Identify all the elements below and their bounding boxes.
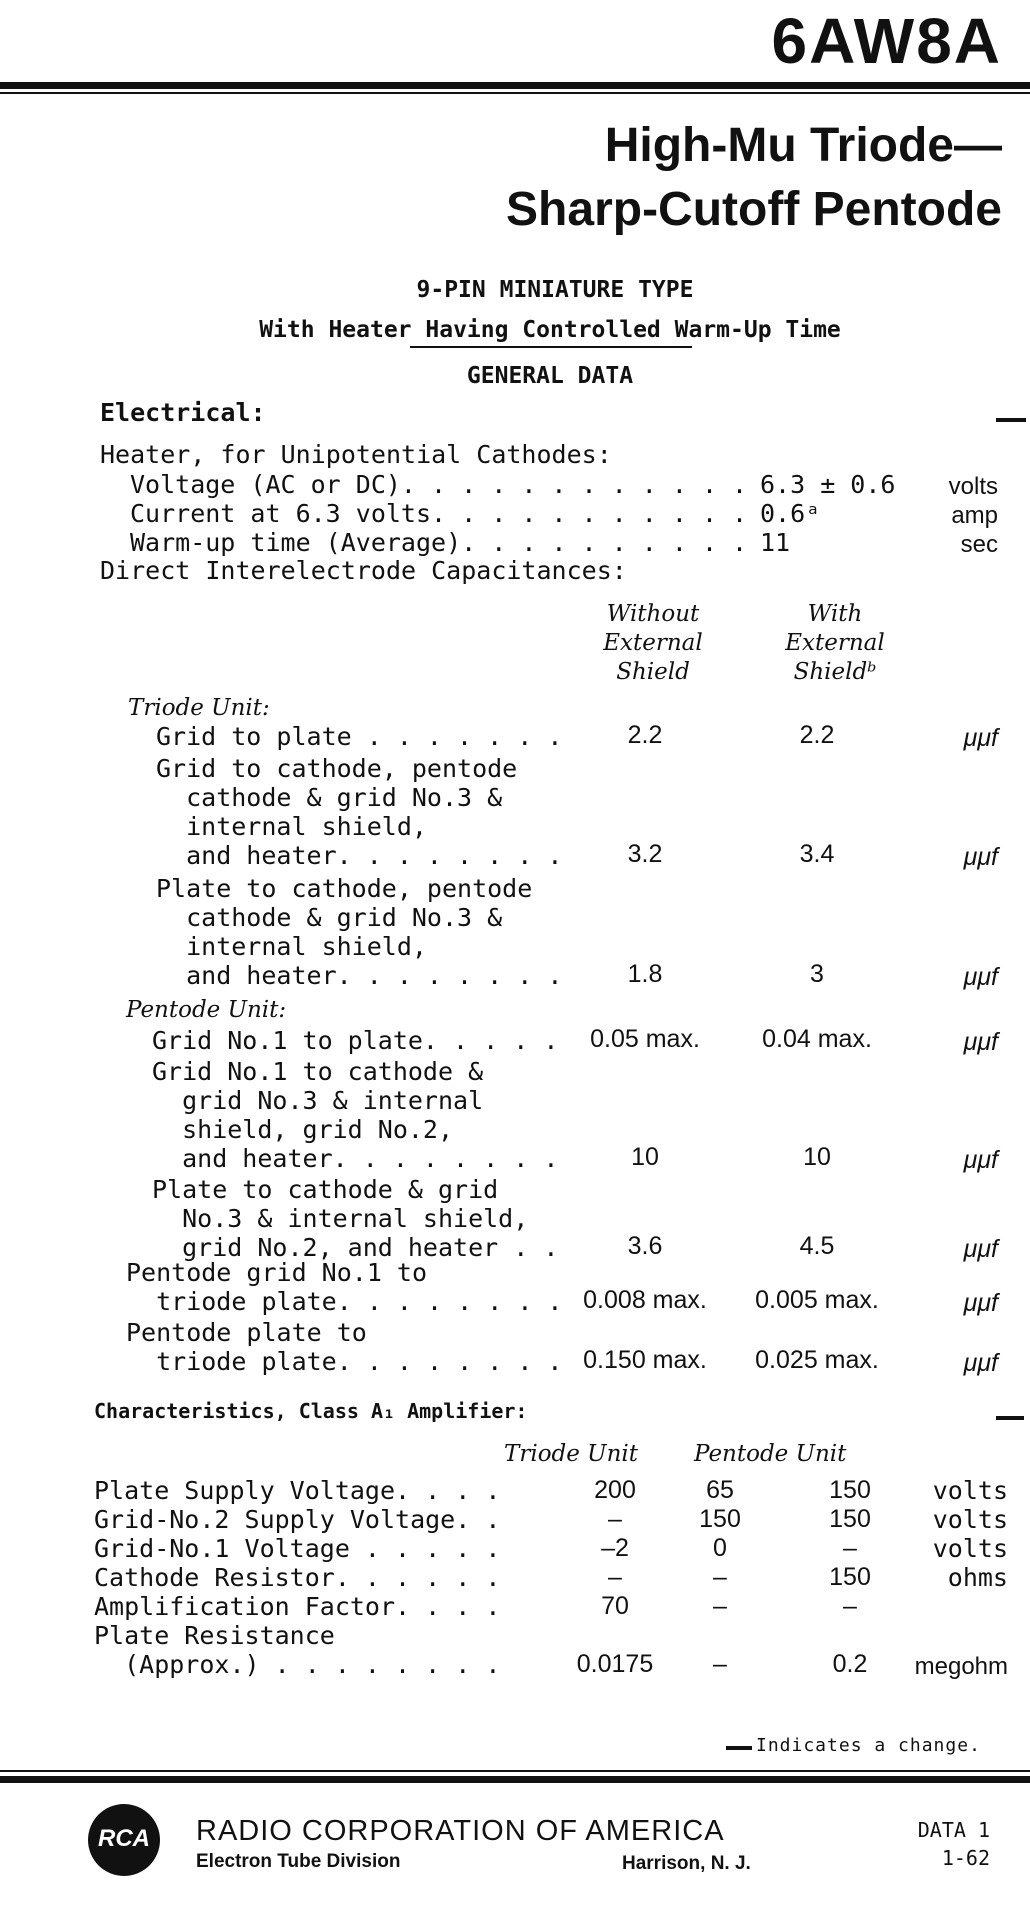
characteristic-triode: – [608, 1563, 622, 1591]
characteristic-label: Cathode Resistor. . . . . . [94, 1563, 501, 1592]
capacitance-unit: μμf [963, 724, 998, 752]
characteristic-pentode-1: – [713, 1592, 727, 1620]
characteristic-label: Grid-No.2 Supply Voltage. . [94, 1505, 501, 1534]
subtitle-heater: With Heater Having Controlled Warm-Up Time [259, 317, 841, 343]
heater-row-label: Warm-up time (Average). . . . . . . . . . [130, 528, 748, 557]
top-rule-thick [0, 82, 1030, 89]
characteristic-label: Amplification Factor. . . . [94, 1592, 501, 1621]
capacitance-with: 3.4 [799, 840, 835, 868]
top-rule-thin [0, 92, 1030, 94]
capacitance-with: 0.025 max. [755, 1346, 879, 1374]
subtitle-underline [410, 346, 692, 348]
characteristic-triode: – [608, 1505, 622, 1533]
capacitance-heading: Direct Interelectrode Capacitances: [100, 556, 627, 585]
change-note: Indicates a change. [756, 1735, 981, 1756]
division-name: Electron Tube Division [196, 1851, 401, 1872]
capacitance-unit: μμf [963, 843, 998, 871]
characteristic-unit: megohm [914, 1653, 1008, 1680]
capacitance-row-label: cathode & grid No.3 & [156, 783, 503, 812]
capacitance-row-label: and heater. . . . . . . . [156, 841, 563, 870]
capacitance-without: 10 [631, 1143, 659, 1171]
capacitance-row-label: Grid No.1 to cathode & [152, 1057, 484, 1086]
heater-row-unit: amp [951, 502, 998, 529]
title-line-1: High-Mu Triode— [604, 119, 1002, 172]
footer-rule-thin [0, 1770, 1030, 1772]
capacitance-with: 3 [810, 960, 824, 988]
col-with-shield: External [785, 630, 885, 656]
type-number: 6AW8A [771, 5, 1002, 77]
capacitance-unit: μμf [963, 1146, 998, 1174]
characteristic-pentode-2: 150 [829, 1476, 871, 1504]
capacitance-row-label: internal shield, [156, 932, 427, 961]
title-line-2: Sharp-Cutoff Pentode [506, 183, 1002, 236]
capacitance-row-label: and heater. . . . . . . . [152, 1144, 559, 1173]
capacitance-row-label: grid No.2, and heater . . [152, 1233, 559, 1262]
characteristic-pentode-2: 150 [829, 1563, 871, 1591]
heater-row-label: Voltage (AC or DC). . . . . . . . . . . . [130, 470, 748, 499]
heater-row-unit: volts [948, 473, 998, 500]
change-note-arrow-icon [726, 1746, 752, 1750]
capacitance-row-label: cathode & grid No.3 & [156, 903, 503, 932]
characteristic-label: (Approx.) . . . . . . . . [94, 1650, 501, 1679]
data-label: DATA 1 [917, 1818, 990, 1842]
capacitance-unit: μμf [963, 1028, 998, 1056]
characteristic-unit: volts [932, 1476, 1008, 1505]
capacitance-unit: μμf [963, 1289, 998, 1317]
capacitance-row-label: Pentode grid No.1 to [126, 1258, 428, 1287]
capacitance-row-label: Pentode plate to [126, 1318, 367, 1347]
capacitance-without: 3.6 [627, 1232, 663, 1260]
heater-row-value: 6.3 ± 0.6 [760, 470, 896, 499]
capacitance-without: 0.05 max. [590, 1025, 700, 1053]
col-without-shield: Shield [616, 659, 690, 685]
capacitance-row-label: shield, grid No.2, [152, 1115, 454, 1144]
characteristic-triode: –2 [601, 1534, 629, 1562]
characteristic-pentode-2: 150 [829, 1505, 871, 1533]
capacitance-with: 4.5 [799, 1232, 835, 1260]
rca-logo-text: RCA [98, 1825, 150, 1852]
capacitance-with: 0.005 max. [755, 1286, 879, 1314]
change-arrow-icon [996, 1416, 1024, 1420]
capacitance-row-label: internal shield, [156, 812, 427, 841]
capacitance-row-label: triode plate. . . . . . . . [126, 1287, 563, 1316]
characteristic-unit: ohms [947, 1563, 1008, 1592]
col-without-shield: Without [606, 601, 700, 627]
rca-logo [88, 1804, 160, 1876]
capacitance-row-label: No.3 & internal shield, [152, 1204, 529, 1233]
capacitance-row-label: Grid No.1 to plate. . . . . [152, 1026, 559, 1055]
characteristic-label: Plate Resistance [94, 1621, 335, 1650]
col-triode-unit: Triode Unit [504, 1441, 638, 1467]
characteristic-pentode-1: – [713, 1563, 727, 1591]
characteristic-label: Grid-No.1 Voltage . . . . . [94, 1534, 501, 1563]
capacitance-without: 0.008 max. [583, 1286, 707, 1314]
characteristic-pentode-2: – [843, 1534, 857, 1562]
subtitle-type: 9-PIN MINIATURE TYPE [416, 277, 694, 303]
heater-heading: Heater, for Unipotential Cathodes: [100, 440, 612, 469]
characteristic-pentode-2: – [843, 1592, 857, 1620]
characteristic-pentode-1: 150 [699, 1505, 741, 1533]
characteristic-pentode-2: 0.2 [832, 1650, 868, 1678]
col-pentode-unit: Pentode Unit [694, 1441, 847, 1467]
col-with-shield: Shieldᵇ [793, 659, 877, 685]
characteristics-heading: Characteristics, Class A₁ Amplifier: [94, 1399, 528, 1423]
characteristic-pentode-1: 0 [713, 1534, 727, 1562]
capacitance-row-label: and heater. . . . . . . . [156, 961, 563, 990]
capacitance-without: 1.8 [627, 960, 663, 988]
characteristic-unit: volts [932, 1534, 1008, 1563]
pentode-unit-heading: Pentode Unit: [126, 997, 287, 1023]
characteristic-triode: 0.0175 [576, 1650, 654, 1678]
change-arrow-icon [996, 418, 1026, 422]
capacitance-with: 10 [803, 1143, 831, 1171]
capacitance-with: 2.2 [799, 721, 835, 749]
triode-unit-heading: Triode Unit: [128, 695, 270, 721]
col-without-shield: External [603, 630, 703, 656]
capacitance-row-label: grid No.3 & internal [152, 1086, 484, 1115]
characteristic-label: Plate Supply Voltage. . . . [94, 1476, 501, 1505]
characteristic-pentode-1: – [713, 1650, 727, 1678]
data-date: 1-62 [941, 1846, 990, 1870]
location: Harrison, N. J. [622, 1853, 751, 1874]
characteristic-triode: 200 [594, 1476, 636, 1504]
capacitance-unit: μμf [963, 1349, 998, 1377]
capacitance-without: 0.150 max. [583, 1346, 707, 1374]
heater-row-value: 11 [760, 528, 791, 557]
footer-rule-thick [0, 1776, 1030, 1783]
characteristic-triode: 70 [601, 1592, 629, 1620]
characteristic-pentode-1: 65 [706, 1476, 734, 1504]
capacitance-row-label: Grid to cathode, pentode [156, 754, 518, 783]
capacitance-without: 3.2 [627, 840, 663, 868]
section-heading: GENERAL DATA [466, 363, 634, 389]
capacitance-with: 0.04 max. [762, 1025, 872, 1053]
capacitance-row-label: Plate to cathode & grid [152, 1175, 499, 1204]
company-name: RADIO CORPORATION OF AMERICA [196, 1815, 725, 1847]
col-with-shield: With [807, 601, 863, 627]
characteristic-unit: volts [932, 1505, 1008, 1534]
capacitance-row-label: Grid to plate . . . . . . . [156, 722, 563, 751]
capacitance-unit: μμf [963, 1235, 998, 1263]
heater-row-label: Current at 6.3 volts. . . . . . . . . . . [130, 499, 748, 528]
heater-row-value: 0.6ᵃ [760, 499, 821, 528]
capacitance-without: 2.2 [627, 721, 663, 749]
heater-row-unit: sec [960, 531, 998, 558]
capacitance-row-label: triode plate. . . . . . . . [126, 1347, 563, 1376]
electrical-heading: Electrical: [100, 398, 266, 427]
capacitance-row-label: Plate to cathode, pentode [156, 874, 533, 903]
capacitance-unit: μμf [963, 963, 998, 991]
